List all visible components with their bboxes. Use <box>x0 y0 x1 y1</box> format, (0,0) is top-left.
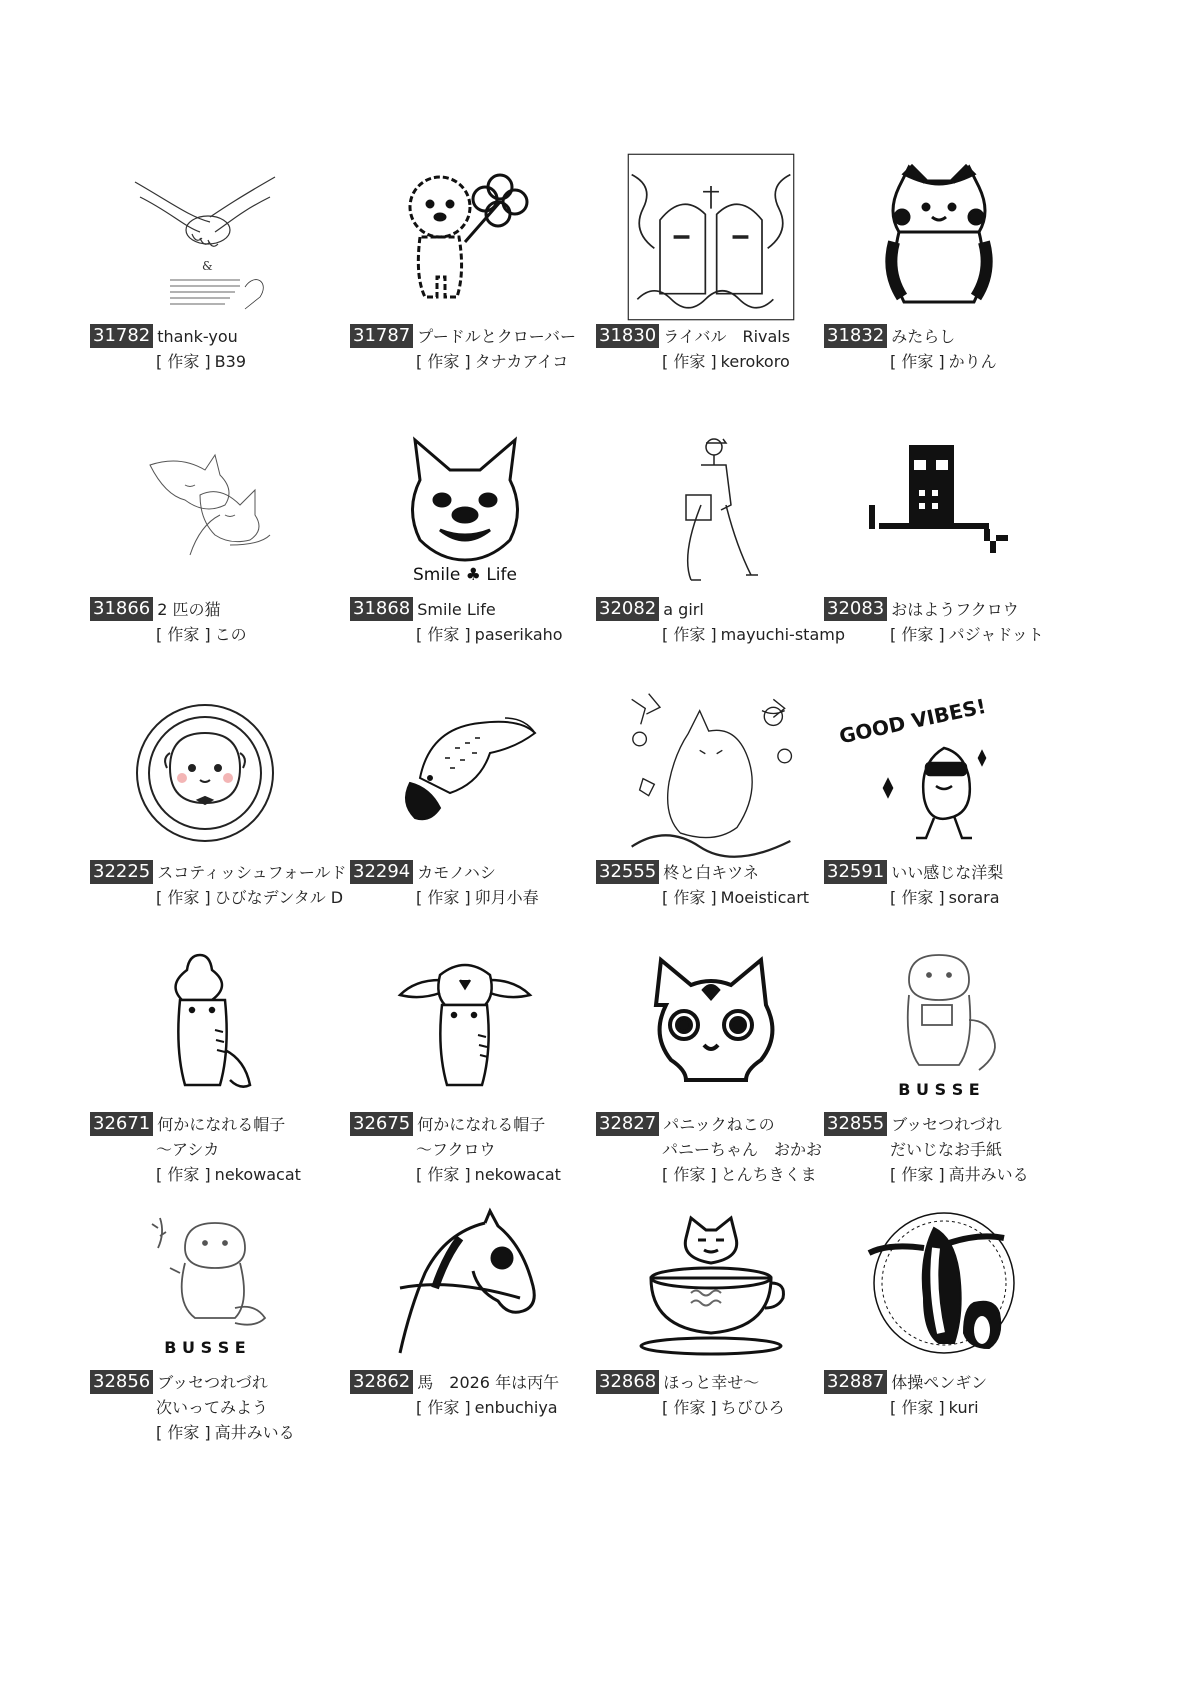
caption <box>350 860 615 910</box>
artist-line <box>350 1395 615 1420</box>
product-code: 31782 <box>90 324 153 348</box>
product-item <box>596 425 861 715</box>
product-code: 32862 <box>350 1370 413 1394</box>
artist-label: [ 作家 ] <box>416 352 471 371</box>
product-item <box>350 425 615 715</box>
product-item <box>596 1198 861 1488</box>
caption <box>350 597 615 647</box>
artist-label: [ 作家 ] <box>662 625 717 644</box>
product-item <box>824 425 1089 715</box>
busse-letter-icon <box>854 940 1024 1110</box>
product-code: 32827 <box>596 1112 659 1136</box>
caption <box>90 324 355 374</box>
artist-name: kuri <box>948 1398 979 1417</box>
artist-name: 高井みいる <box>948 1165 1029 1184</box>
artist-name: この <box>214 625 247 644</box>
product-subtitle: パニーちゃん おかお <box>662 1140 823 1159</box>
product-item <box>350 1198 615 1488</box>
product-code: 32856 <box>90 1370 153 1394</box>
product-item <box>350 688 615 978</box>
product-title: thank-you <box>157 327 238 346</box>
artist-label: [ 作家 ] <box>890 1398 945 1417</box>
artist-name: パジャドット <box>948 625 1044 644</box>
caption <box>824 1112 1089 1187</box>
product-title: カモノハシ <box>417 863 496 882</box>
artist-line <box>596 349 861 374</box>
product-code: 31866 <box>90 597 153 621</box>
product-code: 31832 <box>824 324 887 348</box>
caption <box>596 1112 861 1187</box>
artist-label: [ 作家 ] <box>416 888 471 907</box>
artist-line <box>90 1420 355 1445</box>
product-item <box>596 152 861 442</box>
busse-walk-icon <box>120 1198 290 1368</box>
artist-line <box>824 885 1089 910</box>
product-item <box>90 1198 355 1488</box>
artist-label: [ 作家 ] <box>662 352 717 371</box>
artist-label: [ 作家 ] <box>416 1398 471 1417</box>
rivals-faces-icon <box>626 152 796 322</box>
caption <box>824 1370 1089 1420</box>
holding-hands-icon <box>120 152 290 322</box>
artist-line <box>350 349 615 374</box>
product-subtitle: 次いってみよう <box>156 1398 269 1417</box>
product-item <box>90 152 355 442</box>
panic-cat-face-icon <box>626 940 796 1110</box>
product-code: 32675 <box>350 1112 413 1136</box>
caption <box>824 324 1089 374</box>
artist-line <box>90 622 355 647</box>
artist-line <box>90 1162 355 1187</box>
artist-label: [ 作家 ] <box>156 1423 211 1442</box>
artist-name: かりん <box>948 352 997 371</box>
artist-name: kerokoro <box>720 352 790 371</box>
product-title: おはようフクロウ <box>891 600 1019 619</box>
penguins-icon <box>854 1198 1024 1368</box>
product-code: 31868 <box>350 597 413 621</box>
product-title: いい感じな洋梨 <box>891 863 1004 882</box>
product-title: スコティッシュフォールド <box>157 863 347 882</box>
artist-label: [ 作家 ] <box>890 1165 945 1184</box>
artist-label: [ 作家 ] <box>416 625 471 644</box>
artist-line <box>350 885 615 910</box>
two-cats-icon <box>120 425 290 595</box>
artist-label: [ 作家 ] <box>662 1398 717 1417</box>
product-title: 何かになれる帽子 <box>417 1115 546 1134</box>
product-code: 32855 <box>824 1112 887 1136</box>
cat-mitarashi-icon <box>854 152 1024 322</box>
product-title: 体操ペンギン <box>891 1373 988 1392</box>
artist-line <box>350 622 615 647</box>
product-code: 32671 <box>90 1112 153 1136</box>
product-item <box>90 688 355 978</box>
caption <box>90 1370 355 1445</box>
artist-label: [ 作家 ] <box>662 888 717 907</box>
product-code: 32083 <box>824 597 887 621</box>
product-title: Smile Life <box>417 600 496 619</box>
artist-name: 高井みいる <box>214 1423 295 1442</box>
product-title: ブッセつれづれ <box>157 1373 268 1392</box>
product-item <box>824 1198 1089 1488</box>
artist-name: sorara <box>948 888 1000 907</box>
french-bulldog-icon <box>380 425 550 595</box>
artist-name: ちびひろ <box>720 1398 785 1417</box>
artist-line <box>824 622 1089 647</box>
product-code: 32294 <box>350 860 413 884</box>
caption <box>350 1112 615 1187</box>
product-item <box>596 688 861 978</box>
caption <box>824 597 1089 647</box>
art-text: Smile ♣ Life <box>413 565 517 585</box>
artist-label: [ 作家 ] <box>890 625 945 644</box>
artist-label: [ 作家 ] <box>156 352 211 371</box>
product-subtitle: ～フクロウ <box>416 1140 496 1159</box>
artist-name: 卯月小春 <box>474 888 539 907</box>
good-vibes-pear-icon <box>837 688 1024 858</box>
scottish-fold-icon <box>120 688 290 858</box>
product-item <box>90 425 355 715</box>
product-title: プードルとクローバー <box>417 327 576 346</box>
artist-name: とんちきくま <box>720 1165 817 1184</box>
artist-line <box>596 622 861 647</box>
caption <box>596 324 861 374</box>
caption <box>596 860 861 910</box>
svg-text:&: & <box>202 259 213 273</box>
product-code: 32887 <box>824 1370 887 1394</box>
product-title: みたらし <box>891 327 956 346</box>
artist-line <box>824 1162 1089 1187</box>
artist-line <box>596 1162 861 1187</box>
product-code: 31787 <box>350 324 413 348</box>
product-item <box>90 940 355 1230</box>
product-subtitle: だいじなお手紙 <box>890 1140 1003 1159</box>
product-title: 柊と白キツネ <box>663 863 759 882</box>
horse-icon <box>380 1198 550 1368</box>
artist-label: [ 作家 ] <box>890 352 945 371</box>
art-text: GOOD VIBES! <box>837 693 989 749</box>
product-code: 31830 <box>596 324 659 348</box>
caption <box>90 860 355 910</box>
product-item <box>596 940 861 1230</box>
artist-line <box>596 885 861 910</box>
artist-name: ひびなデンタル D <box>214 888 344 907</box>
product-title: ブッセつれづれ <box>891 1115 1002 1134</box>
poodle-clover-icon <box>380 152 550 322</box>
artist-line <box>90 885 355 910</box>
artist-line <box>824 1395 1089 1420</box>
product-code: 32225 <box>90 860 153 884</box>
product-code: 32082 <box>596 597 659 621</box>
artist-name: nekowacat <box>474 1165 561 1184</box>
artist-name: タナカアイコ <box>474 352 569 371</box>
caption <box>596 1370 861 1420</box>
product-title: ほっと幸せ～ <box>663 1373 760 1392</box>
art-text: B U S S E <box>898 1080 980 1099</box>
artist-name: mayuchi-stamp <box>720 625 845 644</box>
artist-label: [ 作家 ] <box>156 1165 211 1184</box>
cat-sealion-hat-icon <box>120 940 290 1110</box>
cat-teacup-icon <box>626 1198 796 1368</box>
product-title: 2 匹の猫 <box>157 600 221 619</box>
product-subtitle: ～アシカ <box>156 1140 220 1159</box>
artist-label: [ 作家 ] <box>156 625 211 644</box>
product-item <box>824 152 1089 442</box>
product-title: ライバル Rivals <box>663 327 791 346</box>
caption <box>90 1112 355 1187</box>
product-code: 32591 <box>824 860 887 884</box>
artist-name: B39 <box>214 352 247 371</box>
art-text: B U S S E <box>164 1338 246 1357</box>
artist-name: nekowacat <box>214 1165 301 1184</box>
caption <box>596 597 861 647</box>
artist-name: paserikaho <box>474 625 563 644</box>
artist-line <box>596 1395 861 1420</box>
product-item <box>824 940 1089 1230</box>
product-code: 32868 <box>596 1370 659 1394</box>
product-title: 馬 2026 年は丙午 <box>417 1373 560 1392</box>
artist-line <box>824 349 1089 374</box>
caption <box>824 860 1089 910</box>
caption <box>350 1370 615 1420</box>
artist-label: [ 作家 ] <box>662 1165 717 1184</box>
artist-label: [ 作家 ] <box>156 888 211 907</box>
caption <box>350 324 615 374</box>
caption <box>90 597 355 647</box>
cat-owl-hat-icon <box>380 940 550 1110</box>
artist-name: Moeisticart <box>720 888 810 907</box>
product-code: 32555 <box>596 860 659 884</box>
product-item <box>350 940 615 1230</box>
product-title: a girl <box>663 600 704 619</box>
artist-name: enbuchiya <box>474 1398 558 1417</box>
product-title: 何かになれる帽子 <box>157 1115 286 1134</box>
product-item <box>824 688 1089 978</box>
product-title: パニックねこの <box>663 1115 775 1134</box>
platypus-icon <box>380 688 550 858</box>
white-fox-icon <box>626 688 796 858</box>
product-item <box>350 152 615 442</box>
walking-girl-icon <box>626 425 796 595</box>
artist-line <box>350 1162 615 1187</box>
artist-label: [ 作家 ] <box>890 888 945 907</box>
artist-label: [ 作家 ] <box>416 1165 471 1184</box>
artist-line <box>90 349 355 374</box>
pixel-owl-icon <box>854 425 1024 595</box>
